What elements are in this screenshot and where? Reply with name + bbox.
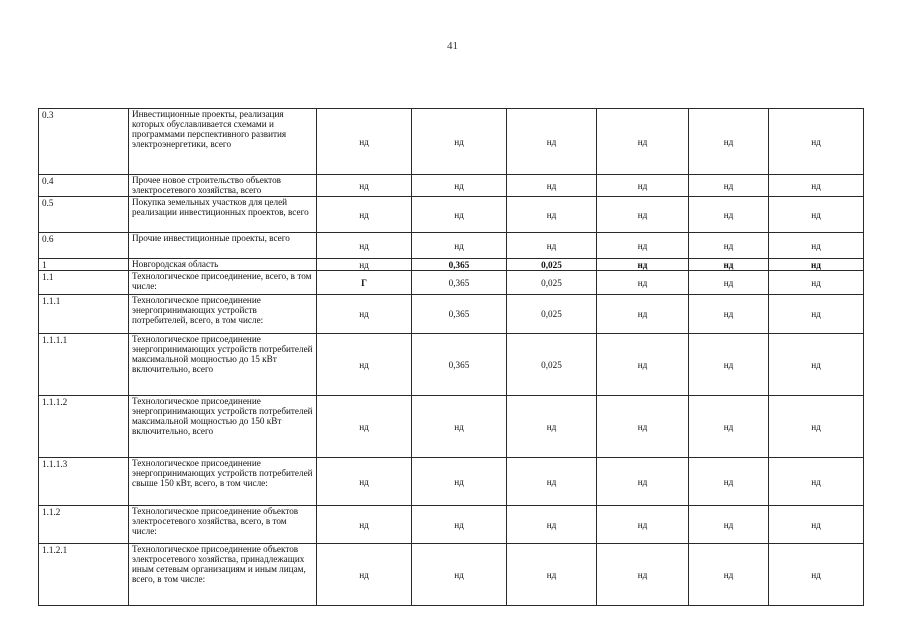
table-row: [39, 295, 864, 334]
value-cell: нд: [769, 109, 864, 175]
value-cell: нд: [597, 197, 689, 233]
value-cell: нд: [507, 544, 597, 606]
value-cell: 0,365: [412, 295, 507, 334]
value-cell: нд: [317, 197, 412, 233]
value-cell: нд: [507, 233, 597, 259]
row-code: 1.1: [39, 271, 129, 295]
value-cell: нд: [689, 295, 769, 334]
value-cell: нд: [507, 506, 597, 544]
value-cell: нд: [597, 506, 689, 544]
value-cell: нд: [317, 396, 412, 458]
value-cell: 0,025: [507, 259, 597, 271]
value-cell: нд: [317, 109, 412, 175]
value-cell: нд: [769, 458, 864, 506]
row-code: 1.1.1.3: [39, 458, 129, 506]
value-cell: нд: [412, 458, 507, 506]
row-code: 0.4: [39, 175, 129, 197]
value-cell: нд: [507, 458, 597, 506]
investment-table: [38, 108, 864, 606]
value-cell: нд: [769, 396, 864, 458]
table-row: [39, 544, 864, 606]
row-code: 0.5: [39, 197, 129, 233]
value-cell: нд: [689, 175, 769, 197]
table-row: [39, 233, 864, 259]
value-cell: нд: [317, 295, 412, 334]
value-cell: нд: [689, 334, 769, 396]
value-cell: нд: [507, 197, 597, 233]
table-row: [39, 506, 864, 544]
value-cell: нд: [769, 233, 864, 259]
table-row: [39, 259, 864, 271]
value-cell: нд: [597, 295, 689, 334]
value-cell: нд: [597, 396, 689, 458]
value-cell: 0,365: [412, 259, 507, 271]
table-row: [39, 458, 864, 506]
row-code: 1.1.1: [39, 295, 129, 334]
value-cell: нд: [597, 233, 689, 259]
table-row: [39, 197, 864, 233]
value-cell: нд: [317, 175, 412, 197]
row-name: Технологическое присоединение энергопринимающих устройств потребителей максимальной мощностью до 15 кВт включительно, всего: [129, 334, 317, 396]
table-row: [39, 271, 864, 295]
row-name: Прочее новое строительство объектов электросетевого хозяйства, всего: [129, 175, 317, 197]
row-code: 0.3: [39, 109, 129, 175]
row-code: 1.1.1.2: [39, 396, 129, 458]
value-cell: нд: [317, 233, 412, 259]
row-name: Новгородская область: [129, 259, 317, 271]
row-code: 1.1.1.1: [39, 334, 129, 396]
row-name: Технологическое присоединение, всего, в том числе:: [129, 271, 317, 295]
value-cell: нд: [689, 259, 769, 271]
value-cell: нд: [689, 458, 769, 506]
value-cell: нд: [689, 544, 769, 606]
value-cell: Г: [317, 271, 412, 295]
value-cell: нд: [507, 396, 597, 458]
row-name: Технологическое присоединение объектов электросетевого хозяйства, всего, в том числе:: [129, 506, 317, 544]
value-cell: нд: [597, 175, 689, 197]
value-cell: нд: [769, 334, 864, 396]
row-name: Технологическое присоединение энергопринимающих устройств потребителей максимальной мощностью до 150 кВт включительно, всего: [129, 396, 317, 458]
value-cell: нд: [317, 544, 412, 606]
table-row: [39, 396, 864, 458]
value-cell: нд: [769, 197, 864, 233]
value-cell: 0,025: [507, 295, 597, 334]
page-number: 41: [447, 40, 458, 52]
value-cell: 0,025: [507, 271, 597, 295]
value-cell: нд: [597, 271, 689, 295]
value-cell: 0,365: [412, 334, 507, 396]
value-cell: нд: [769, 544, 864, 606]
value-cell: нд: [769, 295, 864, 334]
value-cell: нд: [507, 175, 597, 197]
value-cell: нд: [317, 506, 412, 544]
value-cell: нд: [412, 544, 507, 606]
row-name: Прочие инвестиционные проекты, всего: [129, 233, 317, 259]
value-cell: нд: [769, 506, 864, 544]
row-name: Технологическое присоединение энергопринимающих устройств потребителей, всего, в том числе:: [129, 295, 317, 334]
row-name: Технологическое присоединение энергопринимающих устройств потребителей свыше 150 кВт, всего, в том числе:: [129, 458, 317, 506]
value-cell: нд: [412, 109, 507, 175]
value-cell: нд: [507, 109, 597, 175]
row-name: Инвестиционные проекты, реализация которых обуславливается схемами и программами перспективного развития электроэнергетики, всего: [129, 109, 317, 175]
row-code: 1.1.2.1: [39, 544, 129, 606]
value-cell: нд: [689, 396, 769, 458]
table-row: [39, 109, 864, 175]
value-cell: нд: [597, 334, 689, 396]
value-cell: нд: [317, 334, 412, 396]
row-name: Технологическое присоединение объектов электросетевого хозяйства, принадлежащих иным сетевым организациям и иным лицам, всего, в том числе:: [129, 544, 317, 606]
value-cell: нд: [597, 109, 689, 175]
row-code: 0.6: [39, 233, 129, 259]
value-cell: нд: [689, 197, 769, 233]
value-cell: нд: [689, 233, 769, 259]
value-cell: нд: [597, 259, 689, 271]
value-cell: нд: [689, 271, 769, 295]
value-cell: 0,025: [507, 334, 597, 396]
value-cell: нд: [769, 175, 864, 197]
row-code: 1.1.2: [39, 506, 129, 544]
value-cell: нд: [689, 506, 769, 544]
value-cell: нд: [597, 458, 689, 506]
value-cell: нд: [412, 506, 507, 544]
value-cell: нд: [689, 109, 769, 175]
row-code: 1: [39, 259, 129, 271]
value-cell: нд: [412, 175, 507, 197]
value-cell: нд: [317, 458, 412, 506]
table-row: [39, 175, 864, 197]
value-cell: нд: [317, 259, 412, 271]
value-cell: нд: [597, 544, 689, 606]
value-cell: нд: [769, 259, 864, 271]
table-row: [39, 334, 864, 396]
value-cell: нд: [769, 271, 864, 295]
row-name: Покупка земельных участков для целей реализации инвестиционных проектов, всего: [129, 197, 317, 233]
value-cell: нд: [412, 396, 507, 458]
value-cell: нд: [412, 197, 507, 233]
value-cell: нд: [412, 233, 507, 259]
value-cell: 0,365: [412, 271, 507, 295]
